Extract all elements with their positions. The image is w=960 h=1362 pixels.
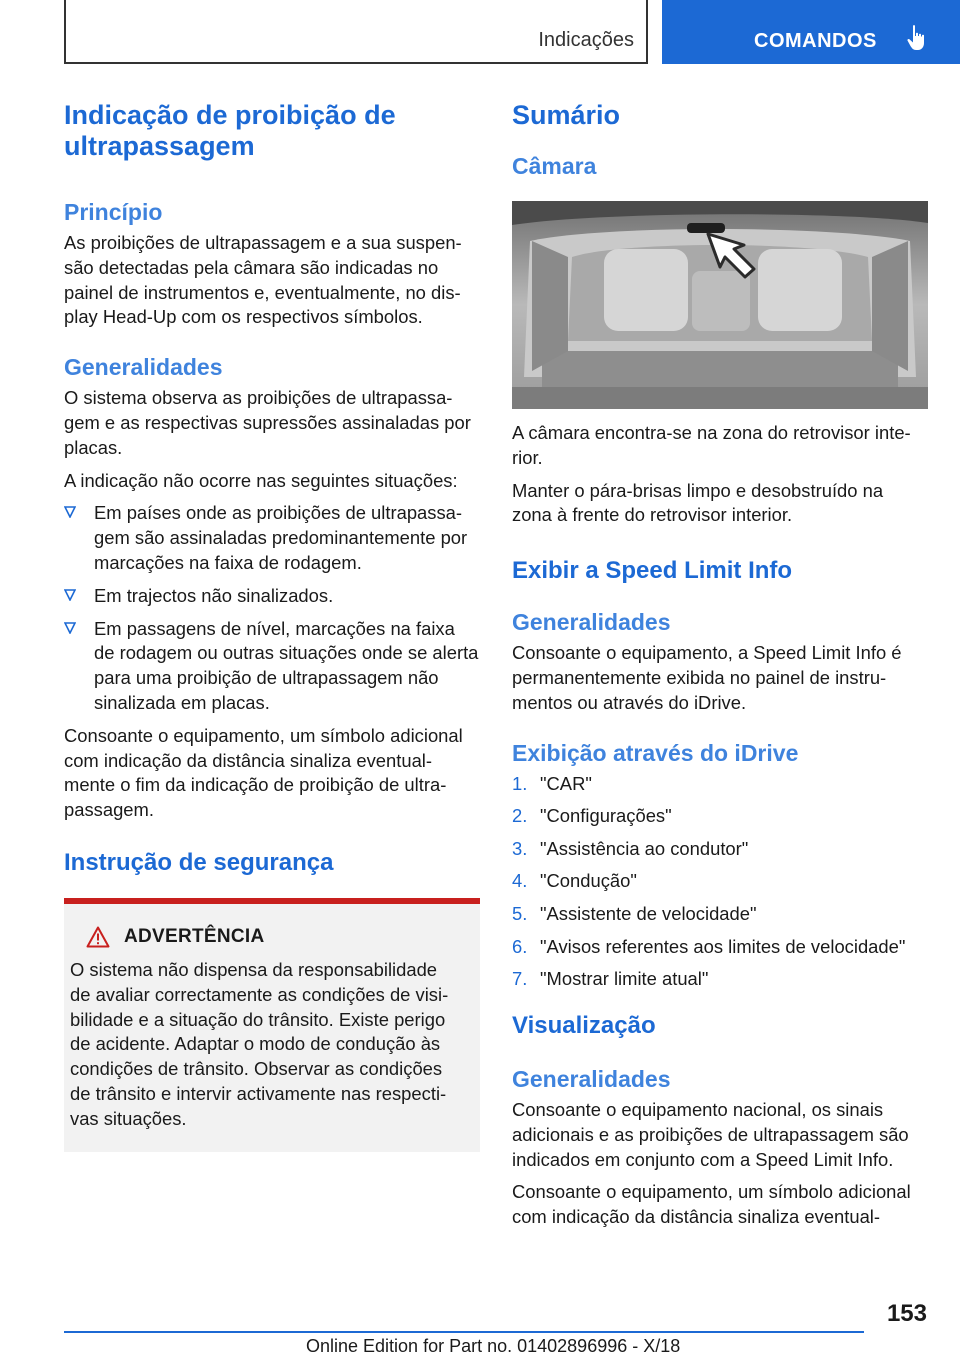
situations-intro: A indicação não ocorre nas seguintes situações: — [64, 469, 458, 491]
idrive-steps — [512, 772, 928, 992]
page-number: 153 — [886, 1300, 927, 1327]
step-number: 6. — [512, 935, 528, 957]
principle-text: As proibições de ultrapassagem e a sua suspen-são detectadas pela câmara são indicadas no painel de instrumentos e, eventualmente, no dis-play Head-Up com os respectivos símbolos. — [64, 232, 462, 328]
list-item — [512, 837, 928, 862]
step-number: 5. — [512, 902, 528, 924]
principle-heading: Princípio — [64, 199, 163, 225]
header-section-box — [64, 0, 648, 64]
display-text-2: Consoante o equipamento, um símbolo adicional com indicação da distância sinaliza eventual- — [512, 1181, 911, 1228]
footer-divider — [64, 1331, 864, 1333]
step-label: "Assistente de velocidade" — [540, 902, 757, 924]
step-number: 3. — [512, 837, 528, 859]
safety-heading: Instrução de segurança — [64, 848, 334, 876]
general-text: O sistema observa as proibições de ultrapassa-gem e as respectivas supressões assinaladas por placas. — [64, 387, 471, 458]
step-number: 7. — [512, 968, 528, 990]
warning-box — [64, 898, 480, 1152]
list-item — [512, 804, 928, 829]
list-item-text: Em países onde as proibições de ultrapassa-gem são assinaladas predominantemente por marcações na faixa de rodagem. — [94, 502, 468, 573]
step-label: "Assistência ao condutor" — [540, 837, 749, 859]
list-item — [512, 869, 928, 894]
pointing-hand-icon — [906, 24, 930, 52]
warning-text: O sistema não dispensa da responsabilidade de avaliar correctamente as condições de visi-bilidade e a situação do trânsito. Existe perigo de acidente. Adaptar o modo de condução às condições de trânsito. Observar as condições de trânsito e intervir activamente nas respecti-vas situações. — [70, 958, 449, 1129]
list-item — [512, 935, 928, 960]
warning-triangle-icon — [86, 926, 110, 948]
display-text-1: Consoante o equipamento nacional, os sinais adicionais e as proibições de ultrapassagem são indicados em conjunto com a Speed Limit Info. — [512, 1098, 909, 1170]
step-number: 1. — [512, 772, 528, 794]
list-item — [512, 967, 928, 992]
step-label: "Condução" — [540, 870, 637, 892]
triangle-bullet-icon — [64, 622, 76, 634]
right-column — [512, 100, 928, 1230]
display-general-heading: Generalidades — [512, 1065, 671, 1092]
step-label: "Mostrar limite atual" — [540, 968, 709, 990]
footer-edition: Online Edition for Part no. 01402896996 - X/18 — [306, 1336, 681, 1356]
camera-heading: Câmara — [512, 153, 597, 179]
list-item — [512, 902, 928, 927]
display-title: Visualização — [512, 1011, 656, 1039]
step-number: 4. — [512, 870, 528, 892]
section-title-overtaking: Indicação de proibição de ultrapassagem — [64, 100, 396, 161]
list-item — [64, 501, 480, 575]
speed-limit-title: Exibir a Speed Limit Info — [512, 557, 793, 585]
situations-list — [64, 501, 480, 715]
extra-symbol-text: Consoante o equipamento, um símbolo adicional com indicação da distância sinaliza eventual-mente o fim da indicação de proibição de ultra-passagem. — [64, 724, 463, 821]
summary-title: Sumário — [512, 100, 621, 130]
speed-limit-general-heading: Generalidades — [512, 609, 671, 636]
list-item-text: Em trajectos não sinalizados. — [94, 584, 334, 606]
step-label: "Configurações" — [540, 805, 672, 827]
step-label: "Avisos referentes aos limites de velocidade" — [540, 935, 906, 957]
camera-text-2: Manter o pára-brisas limpo e desobstruído na zona à frente do retrovisor interior. — [512, 479, 884, 526]
list-item — [64, 584, 480, 609]
warning-title: ADVERTÊNCIA — [124, 925, 265, 947]
list-item — [64, 617, 480, 716]
step-number: 2. — [512, 805, 528, 827]
speed-limit-general-text: Consoante o equipamento, a Speed Limit Info é permanentemente exibida no painel de instru-mentos ou através do iDrive. — [512, 642, 902, 713]
camera-text-1: A câmara encontra-se na zona do retrovisor inte-rior. — [512, 422, 911, 468]
list-item-text: Em passagens de nível, marcações na faixa de rodagem ou outras situações onde se alerta para uma proibição de ultrapassagem não sinalizada em placas. — [94, 617, 479, 713]
header-tab-label: COMANDOS — [754, 30, 877, 52]
list-item — [512, 772, 928, 797]
idrive-heading: Exibição através do iDrive — [512, 739, 799, 766]
header-section-label: Indicações — [538, 29, 634, 51]
warning-header — [86, 926, 462, 948]
triangle-bullet-icon — [64, 506, 76, 518]
step-label: "CAR" — [540, 772, 592, 794]
camera-location-image — [512, 201, 928, 409]
left-column — [64, 100, 480, 1152]
triangle-bullet-icon — [64, 589, 76, 601]
general-heading: Generalidades — [64, 354, 223, 381]
header-tab — [662, 0, 960, 64]
